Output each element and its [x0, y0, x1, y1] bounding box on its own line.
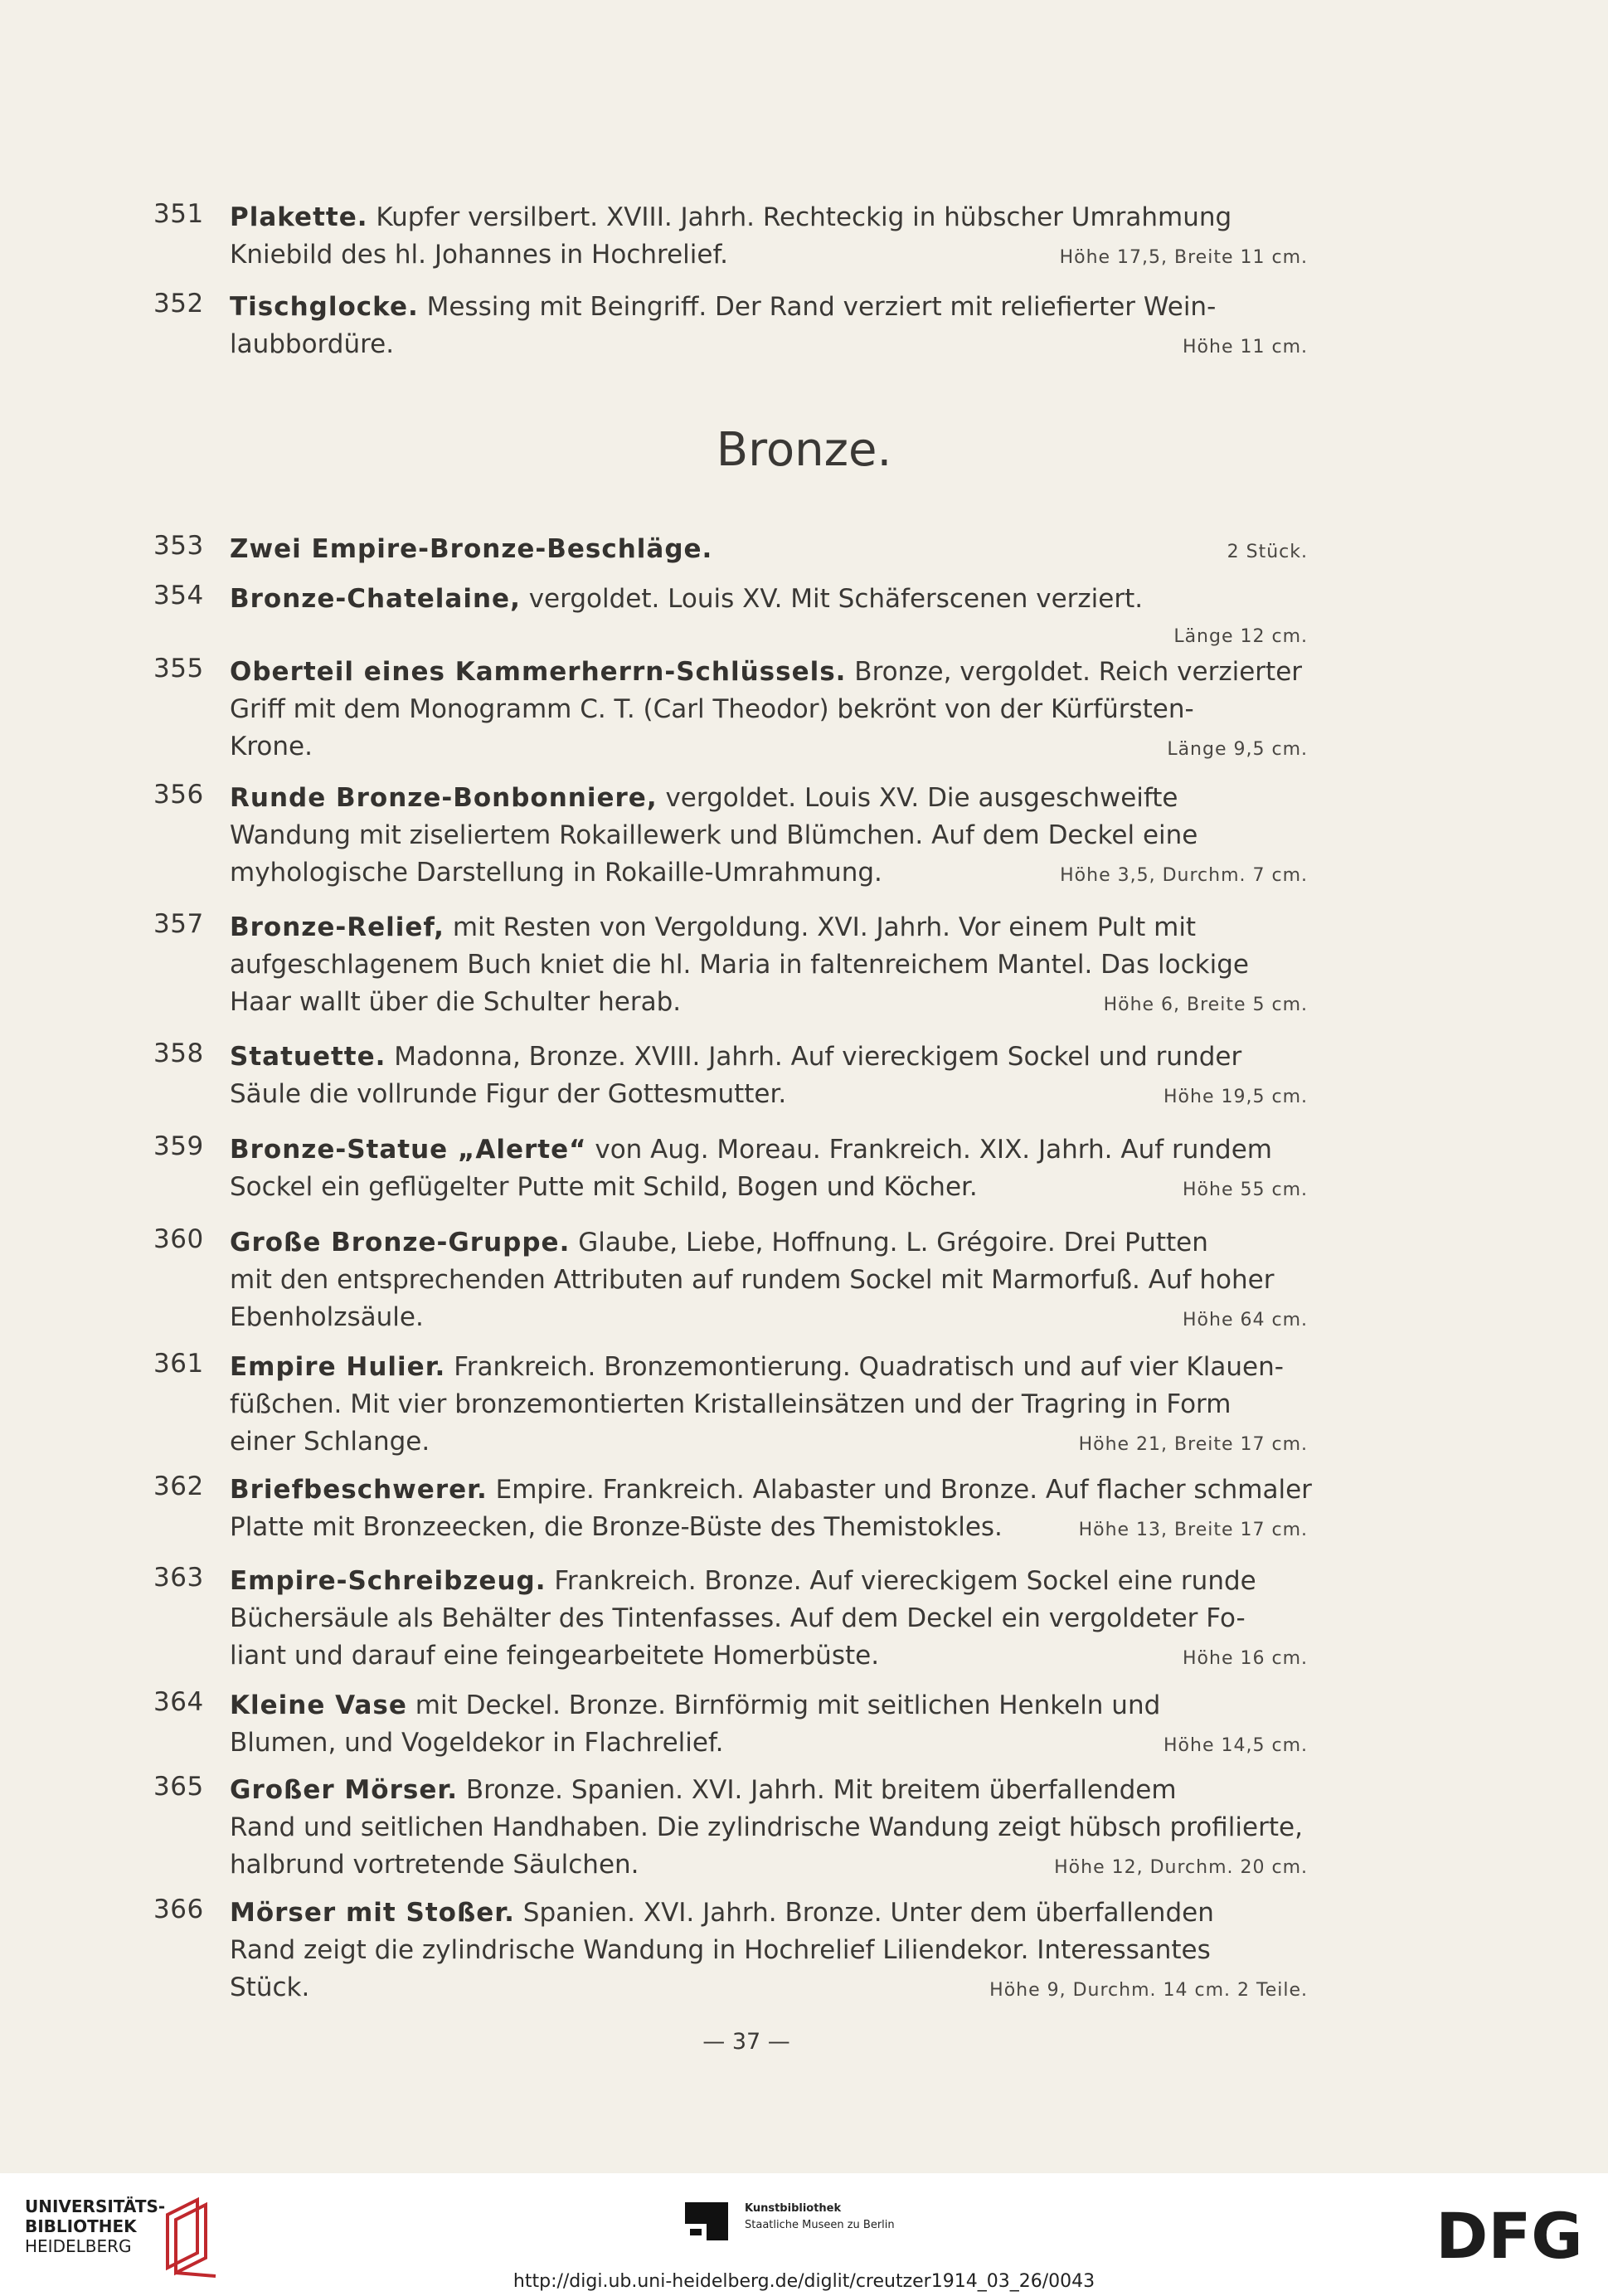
entry-number: 352 — [153, 289, 204, 319]
entry-measurements: Länge 12 cm. — [1173, 626, 1308, 647]
page-number: — 37 — — [702, 2029, 790, 2055]
entry-text: Krone. — [230, 732, 313, 761]
entry-measurements: Höhe 14,5 cm. — [1163, 1735, 1308, 1756]
entry-measurements: Höhe 17,5, Breite 11 cm. — [1059, 247, 1308, 268]
entry-number: 362 — [153, 1471, 204, 1501]
entry-text: Kniebild des hl. Johannes in Hochrelief. — [230, 240, 728, 270]
entry-text: Frankreich. Bronzemontierung. Quadratisch und auf vier Klauen- — [445, 1352, 1284, 1382]
entry-title: Zwei Empire-Bronze-Beschläge. — [230, 534, 713, 564]
entry-title: Empire Hulier. — [230, 1352, 446, 1382]
entry-title: Bronze-Statue „Alerte“ — [230, 1135, 587, 1165]
entry-number: 357 — [153, 909, 204, 939]
entry-number: 351 — [153, 199, 204, 229]
dfg-logo-text: DFG — [1436, 2206, 1583, 2264]
entry-text: Bronze. Spanien. XVI. Jahrh. Mit breitem überfallendem — [458, 1775, 1177, 1805]
kunstbibliothek-logo[interactable] — [685, 2202, 950, 2252]
entry-measurements: Höhe 11 cm. — [1183, 337, 1308, 358]
entry-number: 366 — [153, 1895, 204, 1924]
entry-measurements: Höhe 64 cm. — [1183, 1310, 1308, 1330]
entry-number: 354 — [153, 581, 204, 610]
entry-text: Frankreich. Bronze. Auf viereckigem Sockel eine runde — [546, 1566, 1256, 1596]
entry-title: Große Bronze-Gruppe. — [230, 1228, 571, 1257]
entry-measurements: Höhe 3,5, Durchm. 7 cm. — [1060, 865, 1308, 886]
university-logo-text — [25, 2196, 166, 2256]
permalink-url[interactable]: http://digi.ub.uni-heidelberg.de/diglit/creutzer1914_03_26/0043 — [513, 2271, 1095, 2292]
entry-measurements: Höhe 12, Durchm. 20 cm. — [1054, 1857, 1308, 1878]
entry-number: 361 — [153, 1349, 204, 1379]
entry-text: Platte mit Bronzeecken, die Bronze-Büste des Themistokles. — [230, 1512, 1003, 1542]
kunstbibliothek-icon — [685, 2202, 735, 2244]
entry-text: füßchen. Mit vier bronzemontierten Kristalleinsätzen und der Tragring in Form — [230, 1389, 1232, 1419]
entry-text: Rand und seitlichen Handhaben. Die zylindrische Wandung zeigt hübsch profilierte, — [230, 1812, 1303, 1842]
entry-title: Oberteil eines Kammerherrn-Schlüssels. — [230, 657, 847, 687]
heidelberg-book-icon — [158, 2196, 224, 2279]
entry-text: halbrund vortretende Säulchen. — [230, 1850, 639, 1880]
entry-text: laubbordüre. — [230, 329, 395, 359]
entry-text: Spanien. XVI. Jahrh. Bronze. Unter dem überfallenden — [514, 1898, 1214, 1928]
entry-title: Tischglocke. — [230, 292, 419, 322]
entry-number: 355 — [153, 654, 204, 683]
logo-line: BIBLIOTHEK — [25, 2216, 137, 2236]
entry-measurements: Höhe 9, Durchm. 14 cm. 2 Teile. — [989, 1980, 1308, 2001]
entry-title: Plakette. — [230, 202, 368, 232]
entry-title: Bronze-Chatelaine, — [230, 584, 521, 614]
entry-number: 359 — [153, 1131, 204, 1161]
entry-text: Säule die vollrunde Figur der Gottesmutter. — [230, 1079, 787, 1109]
kunstbibliothek-subtitle: Staatliche Museen zu Berlin — [745, 2219, 895, 2231]
entry-text: Stück. — [230, 1973, 310, 2002]
entry-text: Blumen, und Vogeldekor in Flachrelief. — [230, 1728, 724, 1758]
entry-measurements: Höhe 55 cm. — [1183, 1180, 1308, 1200]
dfg-logo[interactable] — [1426, 2206, 1592, 2264]
logo-line: HEIDELBERG — [25, 2236, 132, 2256]
entry-number: 358 — [153, 1039, 204, 1068]
entry-text: Rand zeigt die zylindrische Wandung in Hochrelief Liliendekor. Interessantes — [230, 1935, 1211, 1965]
entry-text: von Aug. Moreau. Frankreich. XIX. Jahrh. Auf rundem — [586, 1135, 1272, 1165]
entry-text: aufgeschlagenem Buch kniet die hl. Maria in faltenreichem Mantel. Das lockige — [230, 950, 1249, 980]
entry-title: Empire-Schreibzeug. — [230, 1566, 547, 1596]
entry-measurements: Höhe 21, Breite 17 cm. — [1078, 1434, 1308, 1455]
entry-text: einer Schlange. — [230, 1427, 430, 1457]
entry-text: Griff mit dem Monogramm C. T. (Carl Theodor) bekrönt von der Kürfürsten- — [230, 694, 1194, 724]
entry-text: Madonna, Bronze. XVIII. Jahrh. Auf viereckigem Sockel und runder — [386, 1042, 1242, 1072]
entry-text: Wandung mit ziseliertem Rokaillewerk und Blümchen. Auf dem Deckel eine — [230, 820, 1198, 850]
entry-number: 360 — [153, 1224, 204, 1254]
entry-measurements: Höhe 16 cm. — [1183, 1648, 1308, 1669]
entry-text: mit den entsprechenden Attributen auf rundem Sockel mit Marmorfuß. Auf hoher — [230, 1265, 1275, 1295]
entry-title: Großer Mörser. — [230, 1775, 458, 1805]
entry-text: Empire. Frankreich. Alabaster und Bronze. Auf flacher schmaler — [487, 1475, 1312, 1505]
entry-measurements: 2 Stück. — [1227, 542, 1308, 562]
entry-title: Briefbeschwerer. — [230, 1475, 488, 1505]
entry-number: 356 — [153, 780, 204, 810]
entry-text: Bronze, vergoldet. Reich verzierter — [846, 657, 1303, 687]
entry-text: myhologische Darstellung in Rokaille-Umrahmung. — [230, 858, 882, 888]
entry-title: Kleine Vase — [230, 1690, 407, 1720]
entry-text: vergoldet. Louis XV. Die ausgeschweifte — [657, 783, 1178, 813]
logo-line: UNIVERSITÄTS- — [25, 2196, 166, 2216]
entry-measurements: Höhe 6, Breite 5 cm. — [1103, 995, 1308, 1015]
entry-text: liant und darauf eine feingearbeitete Homerbüste. — [230, 1641, 880, 1671]
kunstbibliothek-title: Kunstbibliothek — [745, 2202, 842, 2215]
entry-number: 353 — [153, 531, 204, 561]
entry-number: 365 — [153, 1772, 204, 1802]
entry-text: Ebenholzsäule. — [230, 1302, 424, 1332]
entry-title: Mörser mit Stoßer. — [230, 1898, 515, 1928]
entry-text: Kupfer versilbert. XVIII. Jahrh. Rechteckig in hübscher Umrahmung — [367, 202, 1232, 232]
entry-number: 364 — [153, 1687, 204, 1717]
heidelberg-university-library-logo[interactable] — [25, 2196, 224, 2279]
entry-title: Bronze-Relief, — [230, 912, 445, 942]
entry-text: Haar wallt über die Schulter herab. — [230, 987, 682, 1017]
entry-measurements: Höhe 19,5 cm. — [1163, 1087, 1308, 1107]
entry-text: mit Resten von Vergoldung. XVI. Jahrh. Vor einem Pult mit — [444, 912, 1197, 942]
entry-measurements: Höhe 13, Breite 17 cm. — [1078, 1520, 1308, 1540]
entry-number: 363 — [153, 1563, 204, 1593]
entry-measurements: Länge 9,5 cm. — [1167, 739, 1308, 760]
section-heading: Bronze. — [716, 423, 892, 477]
entry-text: Büchersäule als Behälter des Tintenfasses. Auf dem Deckel ein vergoldeter Fo- — [230, 1603, 1246, 1633]
entry-text: Sockel ein geflügelter Putte mit Schild, Bogen und Köcher. — [230, 1172, 978, 1202]
entry-text: Messing mit Beingriff. Der Rand verziert mit reliefierter Wein- — [418, 292, 1217, 322]
entry-title: Statuette. — [230, 1042, 386, 1072]
entry-title: Runde Bronze-Bonbonniere, — [230, 783, 658, 813]
entry-text: Glaube, Liebe, Hoffnung. L. Grégoire. Drei Putten — [570, 1228, 1208, 1257]
entry-text: mit Deckel. Bronze. Birnförmig mit seitlichen Henkeln und — [406, 1690, 1161, 1720]
entry-text: vergoldet. Louis XV. Mit Schäferscenen verziert. — [520, 584, 1144, 614]
